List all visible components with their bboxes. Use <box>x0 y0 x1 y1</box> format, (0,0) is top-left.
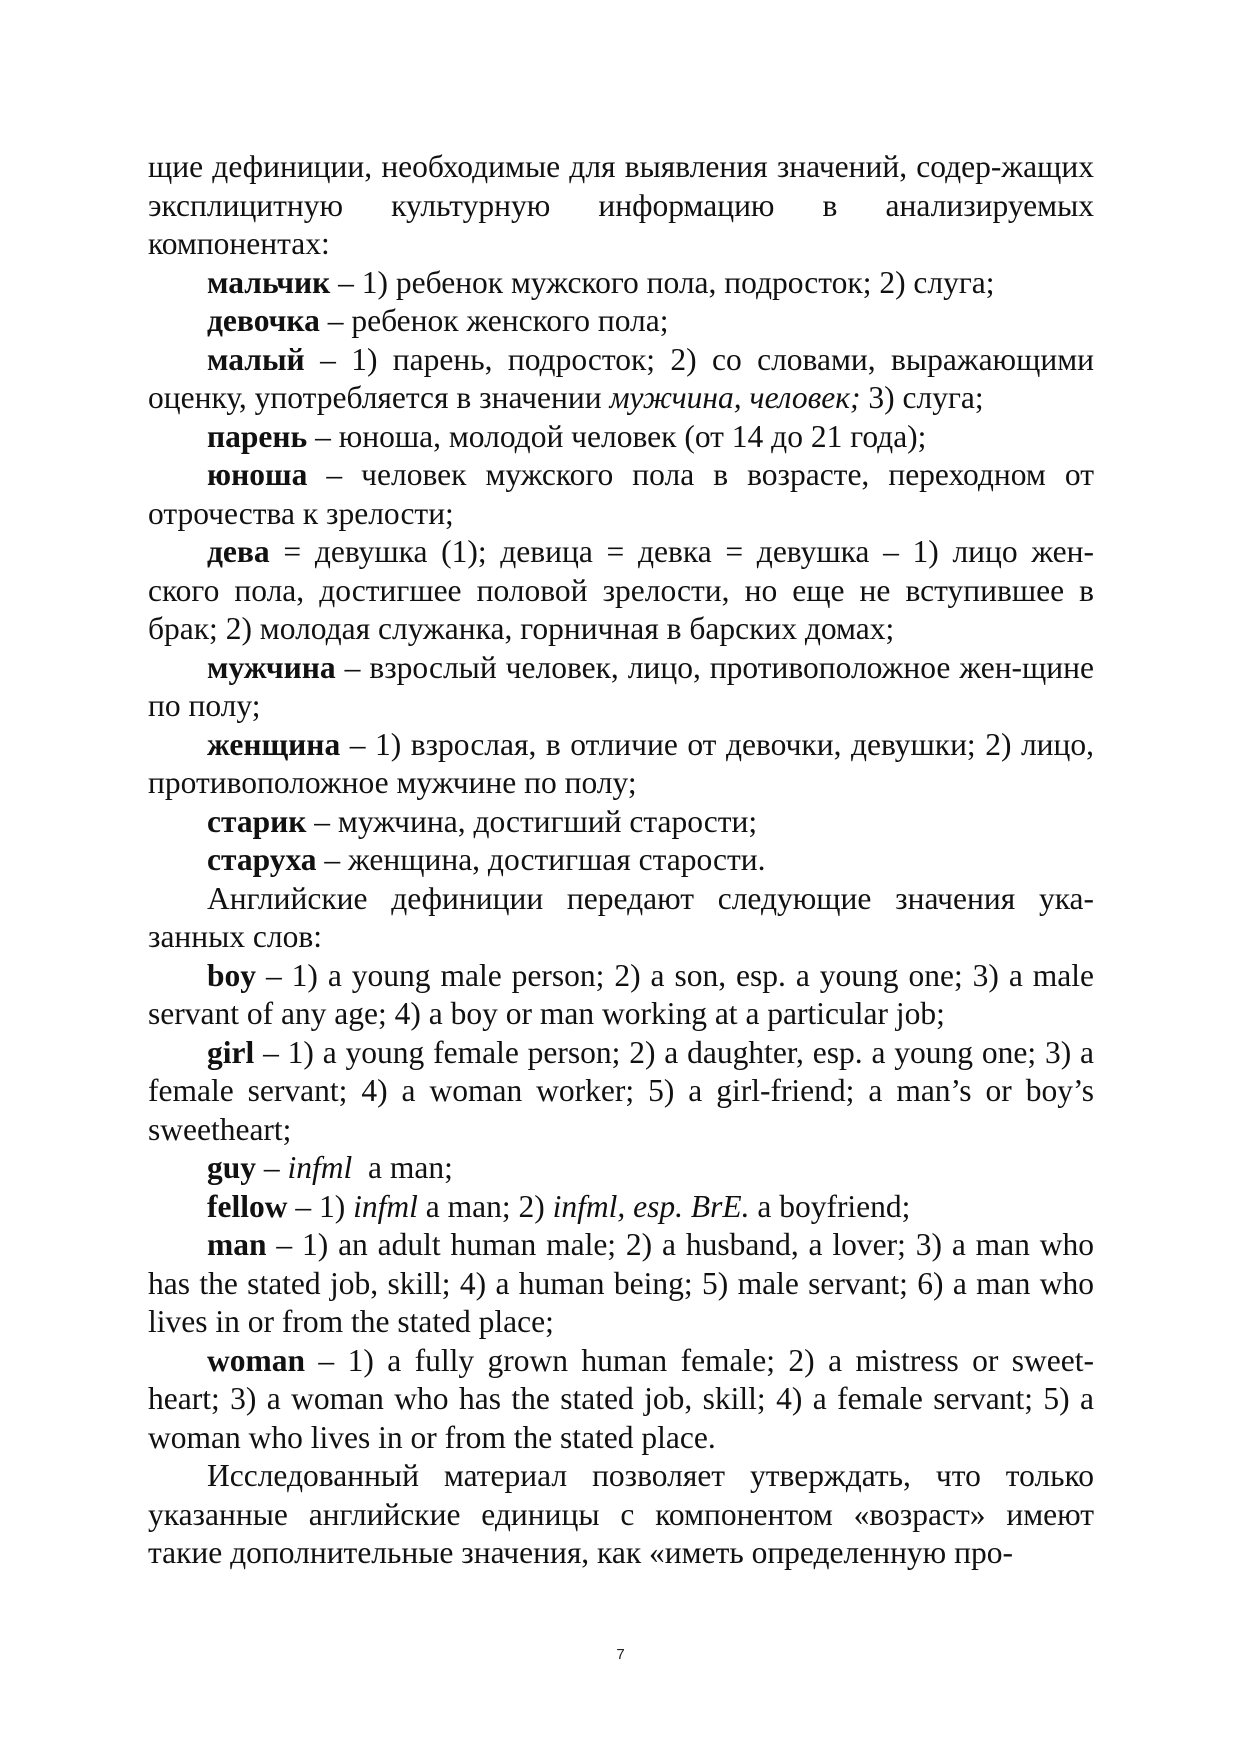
entry-definition: – 1) an adult human male; 2) a husband, a lover; 3) a man who has the stated job, skill; 4) a human being; 5) male servant; 6) a man who lives in or from the stated place; <box>148 1227 1094 1339</box>
dictionary-entry <box>148 803 1094 842</box>
entry-definition: a man; <box>352 1150 453 1185</box>
entry-headword: woman <box>207 1342 306 1378</box>
dictionary-entry <box>148 1226 1094 1342</box>
entry-definition-end: 3) слуга; <box>860 380 984 415</box>
entry-headword: guy <box>207 1150 257 1185</box>
dictionary-entry <box>148 841 1094 880</box>
dictionary-entry <box>148 649 1094 726</box>
dictionary-entry <box>148 957 1094 1034</box>
entry-definition: – ребенок женского пола; <box>319 303 669 338</box>
dictionary-entry <box>148 726 1094 803</box>
dictionary-entry <box>148 1149 1094 1188</box>
entry-definition: – 1) <box>287 1188 354 1224</box>
entry-definition: – <box>256 1150 288 1185</box>
entry-definition: – 1) a young female person; 2) a daughter, esp. a young one; 3) a female servant; 4) a woman worker; 5) a girl-friend; a man’s or boy’s sweetheart; <box>148 1034 1094 1147</box>
dictionary-entry <box>148 456 1094 533</box>
dictionary-entry <box>148 418 1094 457</box>
entry-headword: женщина <box>207 726 341 762</box>
entry-definition: – человек мужского пола в возрасте, переходном от отрочества к зрелости; <box>148 457 1094 531</box>
entry-headword: юноша <box>207 457 308 492</box>
entry-headword: малый <box>207 341 305 377</box>
body-text <box>148 148 1094 1573</box>
entry-definition: – взрослый человек, лицо, противоположное жен-щине по полу; <box>148 649 1094 723</box>
dictionary-entry <box>148 1188 1094 1227</box>
dictionary-entry <box>148 1034 1094 1150</box>
entry-definition: – женщина, достигшая старости. <box>316 842 766 877</box>
intro-paragraph: щие дефиниции, необходимые для выявления значений, содер-жащих эксплицитную культурную информацию в анализируемых компонентах: <box>148 149 1094 261</box>
entry-headword: boy <box>207 957 257 993</box>
dictionary-entry <box>148 1342 1094 1458</box>
entry-headword: мужчина <box>207 649 336 685</box>
entry-headword: старик <box>207 803 307 839</box>
english-intro-paragraph: Английские дефиниции передают следующие значения ука-занных слов: <box>148 880 1094 954</box>
entry-definition: = девушка (1); девица = девка = девушка – 1) лицо жен-ского пола, достигшее половой зрелости, но еще не вступившее в брак; 2) молодая служанка, горничная в барских домах; <box>148 534 1094 646</box>
dictionary-entry <box>148 264 1094 303</box>
page-number: 7 <box>616 1646 625 1663</box>
dictionary-entry <box>148 302 1094 341</box>
dictionary-entry <box>148 533 1094 649</box>
entry-headword: дева <box>207 534 270 569</box>
entry-headword: парень <box>207 418 308 454</box>
entry-headword: мальчик <box>207 264 331 300</box>
entry-headword: старуха <box>207 842 317 877</box>
entry-headword: girl <box>207 1034 255 1070</box>
entry-italic-label: infml, esp. BrE. <box>552 1188 750 1224</box>
entry-headword: девочка <box>207 303 320 338</box>
conclusion-paragraph: Исследованный материал позволяет утверждать, что только указанные английские единицы с компонентом «возраст» имеют такие дополнительные значения, как «иметь определенную про- <box>148 1458 1094 1570</box>
entry-definition: a man; 2) <box>417 1188 553 1224</box>
entry-definition: – 1) ребенок мужского пола, подросток; 2) слуга; <box>330 264 995 300</box>
entry-definition: – мужчина, достигший старости; <box>306 803 758 839</box>
entry-italic-label: infml <box>353 1188 418 1224</box>
entry-headword: fellow <box>207 1188 288 1224</box>
entry-definition: – 1) взрослая, в отличие от девочки, девушки; 2) лицо, противоположное мужчине по полу; <box>148 726 1094 800</box>
entry-italic-label: infml <box>287 1150 353 1185</box>
entry-definition: – 1) a fully grown human female; 2) a mistress or sweet-heart; 3) a woman who has the stated job, skill; 4) a female servant; 5) a woman who lives in or from the stated place. <box>148 1342 1094 1455</box>
entry-definition: – 1) парень, подросток; 2) со словами, выражающими оценку, употребляется в значении <box>148 341 1094 415</box>
entry-definition: – юноша, молодой человек (от 14 до 21 года); <box>307 418 927 454</box>
entry-italic-text: мужчина, человек; <box>609 380 861 415</box>
entry-definition: a boyfriend; <box>749 1188 911 1224</box>
dictionary-entry <box>148 341 1094 418</box>
entry-headword: man <box>207 1227 267 1262</box>
entry-definition: – 1) a young male person; 2) a son, esp. a young one; 3) a male servant of any age; 4) a boy or man working at a particular job; <box>148 957 1094 1031</box>
